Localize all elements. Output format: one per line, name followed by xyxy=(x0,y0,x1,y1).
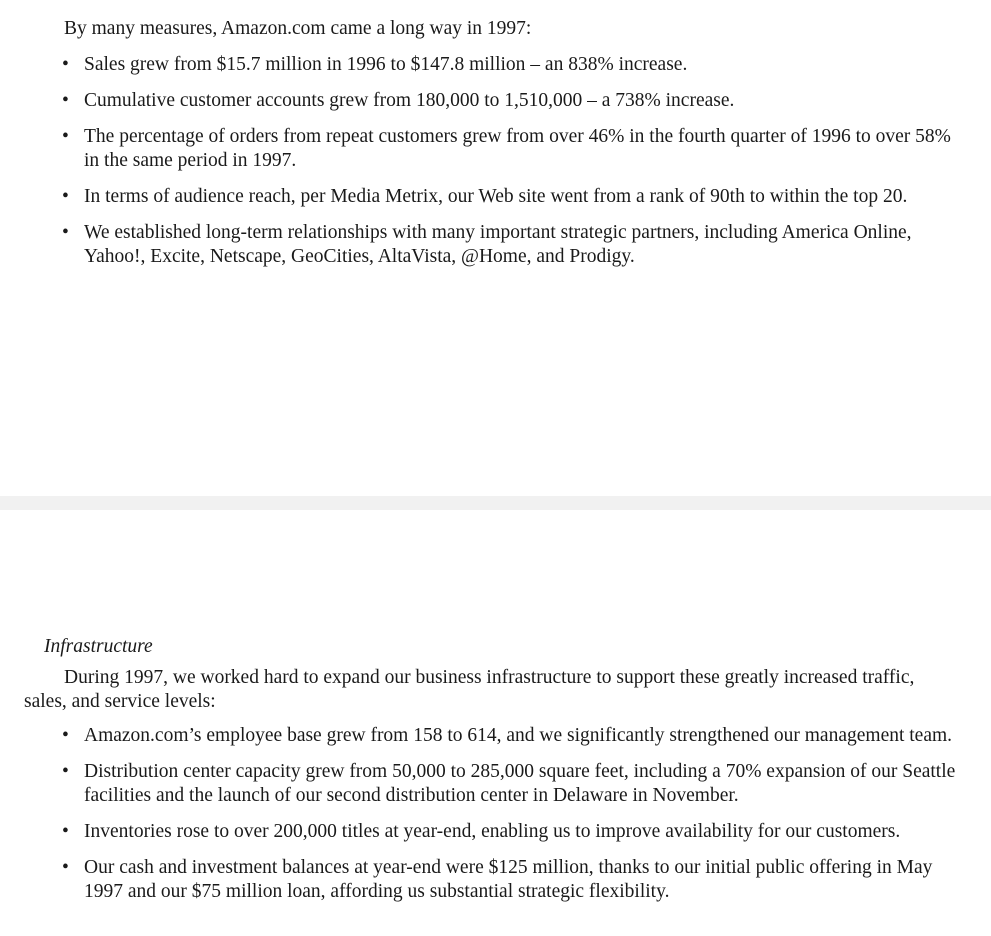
list-item xyxy=(62,724,962,748)
list-item xyxy=(62,53,962,77)
list-item-text: In terms of audience reach, per Media Metrix, our Web site went from a rank of 90th to within the top 20. xyxy=(84,186,908,207)
bullet-icon: • xyxy=(62,725,69,746)
section-heading: Infrastructure xyxy=(44,636,153,657)
list-item-text: We established long-term relationships with many important strategic partners, including America Online, Yahoo!, Excite, Netscape, GeoCities, AltaVista, @Home, and Prodigy. xyxy=(84,222,912,267)
intro-paragraph: By many measures, Amazon.com came a long way in 1997: xyxy=(64,18,532,39)
achievements-list xyxy=(62,53,962,281)
list-item-text: The percentage of orders from repeat customers grew from over 46% in the fourth quarter of 1996 to over 58% in the same period in 1997. xyxy=(84,126,951,171)
bullet-icon: • xyxy=(62,90,69,111)
list-item xyxy=(62,760,962,808)
bullet-icon: • xyxy=(62,126,69,147)
bullet-icon: • xyxy=(62,186,69,207)
list-item-text: Inventories rose to over 200,000 titles at year-end, enabling us to improve availability for our customers. xyxy=(84,821,901,842)
document-page-bottom xyxy=(0,510,991,936)
bullet-icon: • xyxy=(62,857,69,878)
list-item xyxy=(62,89,962,113)
page-separator xyxy=(0,496,991,510)
section-paragraph: During 1997, we worked hard to expand our business infrastructure to support these greatly increased traffic, sales, and service levels: xyxy=(24,667,915,712)
list-item-text: Sales grew from $15.7 million in 1996 to $147.8 million – an 838% increase. xyxy=(84,54,688,75)
list-item xyxy=(62,820,962,844)
list-item xyxy=(62,125,962,173)
bullet-icon: • xyxy=(62,222,69,243)
list-item-text: Cumulative customer accounts grew from 180,000 to 1,510,000 – a 738% increase. xyxy=(84,90,735,111)
list-item xyxy=(62,221,962,269)
bullet-icon: • xyxy=(62,761,69,782)
list-item-text: Our cash and investment balances at year-end were $125 million, thanks to our initial public offering in May 1997 and our $75 million loan, affording us substantial strategic flexibility. xyxy=(84,857,933,902)
infrastructure-list xyxy=(62,724,962,916)
list-item-text: Distribution center capacity grew from 50,000 to 285,000 square feet, including a 70% expansion of our Seattle facilities and the launch of our second distribution center in Delaware in November. xyxy=(84,761,956,806)
list-item xyxy=(62,856,962,904)
bullet-icon: • xyxy=(62,54,69,75)
list-item-text: Amazon.com’s employee base grew from 158 to 614, and we significantly strengthened our management team. xyxy=(84,725,953,746)
bullet-icon: • xyxy=(62,821,69,842)
list-item xyxy=(62,185,962,209)
